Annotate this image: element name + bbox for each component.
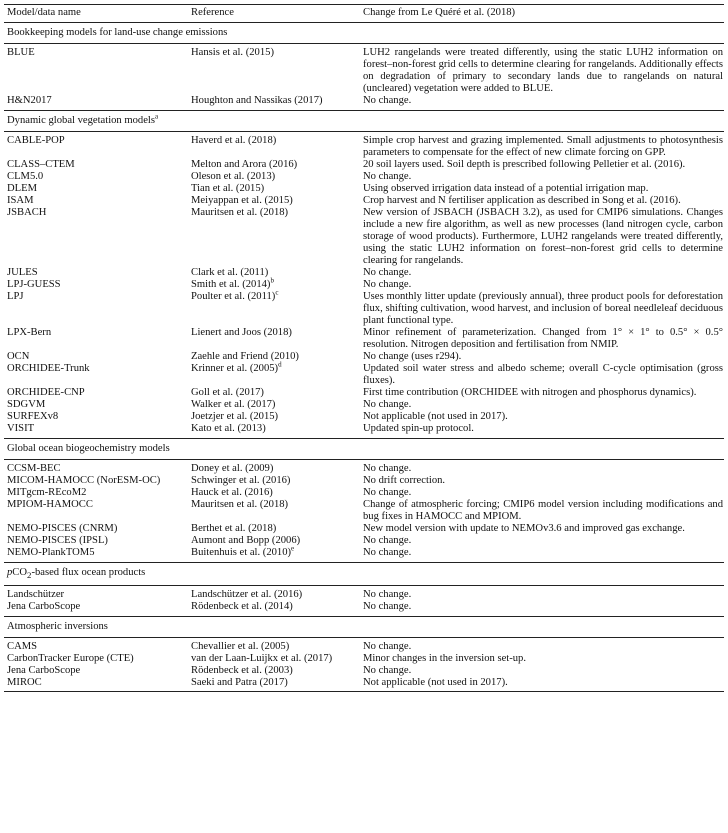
table-row	[4, 547, 724, 563]
section-heading	[4, 617, 724, 638]
change-description-cell: Uses monthly litter update (previously annual), three product pools for deforestation flux, shifting cultivation, wood harvest, and inclusion of boreal needleleaf deciduous plant functional type.	[363, 291, 723, 326]
section-heading	[4, 563, 724, 586]
section-heading	[4, 439, 724, 460]
change-description-cell: No change.	[363, 535, 412, 546]
reference-cell	[188, 132, 360, 160]
section-heading-title-prefix: p	[7, 567, 13, 578]
reference-cell	[188, 183, 360, 195]
document-page	[4, 0, 724, 692]
table-row	[4, 351, 724, 363]
reference-text: Zaehle and Friend (2010)	[191, 351, 299, 362]
table-row	[4, 411, 724, 423]
table-row	[4, 95, 724, 111]
reference-cell	[188, 638, 360, 654]
reference-text: Saeki and Patra (2017)	[191, 677, 288, 689]
table-row	[4, 387, 724, 399]
reference-cell	[188, 44, 360, 96]
change-description-cell: No change.	[363, 171, 412, 182]
section-heading-row	[4, 23, 724, 44]
reference-text: Doney et al. (2009)	[191, 463, 274, 474]
table-row	[4, 487, 724, 499]
reference-cell	[188, 586, 360, 602]
table-row	[4, 423, 724, 439]
reference-cell	[188, 677, 360, 692]
reference-cell	[188, 351, 360, 363]
reference-text: Walker et al. (2017)	[191, 399, 276, 410]
reference-cell	[188, 360, 360, 387]
change-description-cell: Minor changes in the inversion set-up.	[363, 653, 526, 665]
table-section-1	[4, 111, 724, 439]
reference-text: van der Laan-Luijkx et al. (2017)	[191, 653, 333, 665]
reference-text: Joetzjer et al. (2015)	[191, 411, 279, 422]
change-description-cell: 20 soil layers used. Soil depth is prescribed following Pelletier et al. (2016).	[363, 159, 686, 170]
change-description-cell: No change.	[363, 601, 412, 613]
table-row	[4, 195, 724, 207]
model-name-cell: MIROC	[4, 677, 188, 692]
table-section-0	[4, 23, 724, 111]
reference-text: Mauritsen et al. (2018)	[191, 207, 289, 218]
reference-cell	[188, 399, 360, 411]
change-description-cell: Using observed irrigation data instead of a potential irrigation map.	[363, 183, 649, 194]
reference-text: Clark et al. (2011)	[191, 267, 269, 278]
section-heading-title: Global ocean biogeochemistry models	[7, 443, 170, 454]
reference-text: Chevallier et al. (2005)	[191, 641, 290, 653]
table-row	[4, 499, 724, 523]
reference-cell	[188, 207, 360, 267]
model-name-cell: SDGVM	[7, 399, 46, 410]
reference-text: Rödenbeck et al. (2014)	[191, 601, 293, 613]
change-description-cell: Minor refinement of parameterization. Changed from 1° × 1° to 0.5° × 0.5° resolution. Nitrogen deposition and fertilisation from NMIP.	[363, 327, 723, 350]
table-row	[4, 267, 724, 279]
reference-cell	[188, 601, 360, 617]
table-row	[4, 399, 724, 411]
table-row	[4, 279, 724, 291]
reference-text: Mauritsen et al. (2018)	[191, 499, 289, 510]
change-description-cell: No change.	[363, 267, 412, 278]
section-heading-title: Dynamic global vegetation models	[7, 115, 155, 126]
section-heading-row	[4, 563, 724, 586]
reference-cell	[188, 499, 360, 523]
change-description-cell: No change.	[363, 279, 412, 290]
reference-text: Oleson et al. (2013)	[191, 171, 276, 182]
footnote-marker: b	[270, 276, 274, 285]
model-name-cell: JULES	[7, 267, 38, 278]
reference-text: Hansis et al. (2015)	[191, 47, 274, 58]
model-name-cell: NEMO-PISCES (CNRM)	[7, 523, 118, 534]
header-model-name: Model/data name	[4, 5, 188, 23]
table-header-row	[4, 5, 724, 23]
section-heading-row	[4, 439, 724, 460]
reference-cell	[188, 159, 360, 171]
table-row	[4, 535, 724, 547]
model-name-cell: NEMO-PlankTOM5	[7, 547, 95, 558]
reference-cell	[188, 460, 360, 476]
change-description-cell: No change.	[363, 463, 412, 474]
model-name-cell: MPIOM-HAMOCC	[7, 499, 93, 510]
reference-text: Landschützer et al. (2016)	[191, 589, 303, 601]
reference-cell	[188, 653, 360, 665]
model-name-cell: H&N2017	[7, 95, 52, 106]
model-name-cell: CLASS–CTEM	[7, 159, 75, 170]
reference-cell	[188, 267, 360, 279]
change-description-cell: New version of JSBACH (JSBACH 3.2), as used for CMIP6 simulations. Changes include a new fire algorithm, as well as new processes (land nitrogen cycle, carbon storage of wood products). Furthermore, LUH2 rangelands were treated differently, using the static LUH2 information on forest–non-forest grid cells to determine clearing for rangelands.	[363, 207, 723, 266]
table-row	[4, 677, 724, 692]
model-name-cell: CABLE-POP	[7, 135, 65, 146]
reference-cell	[188, 171, 360, 183]
reference-text: Lienert and Joos (2018)	[191, 327, 292, 338]
table-section-2	[4, 439, 724, 563]
change-description-cell: No change (uses r294).	[363, 351, 462, 362]
table-row	[4, 132, 724, 160]
section-heading	[4, 111, 724, 132]
reference-cell	[188, 544, 360, 563]
reference-text: Berthet et al. (2018)	[191, 523, 277, 534]
section-heading-title-sub: 2	[27, 570, 32, 581]
model-name-cell: LPJ-GUESS	[7, 279, 61, 290]
section-heading-title: CO	[12, 567, 28, 578]
change-description-cell: Not applicable (not used in 2017).	[363, 411, 508, 422]
reference-text: Schwinger et al. (2016)	[191, 475, 291, 486]
change-description-cell: New model version with update to NEMOv3.6 and improved gas exchange.	[363, 523, 685, 534]
table-row	[4, 207, 724, 267]
reference-text: Meiyappan et al. (2015)	[191, 195, 293, 206]
reference-text: Haverd et al. (2018)	[191, 135, 277, 146]
section-heading-row	[4, 111, 724, 132]
model-name-cell: JSBACH	[7, 207, 47, 218]
change-description-cell: No change.	[363, 665, 412, 677]
reference-cell	[188, 475, 360, 487]
table-row	[4, 460, 724, 476]
footnote-marker: d	[278, 360, 282, 369]
reference-cell	[188, 411, 360, 423]
section-heading-title: Atmospheric inversions	[7, 621, 108, 633]
model-name-cell: LPJ	[7, 291, 24, 302]
change-description-cell: No change.	[363, 547, 412, 558]
change-description-cell: Change of atmospheric forcing; CMIP6 model version including modifications and bug fixes in HAMOCC and MPIOM.	[363, 499, 723, 522]
header-change: Change from Le Quéré et al. (2018)	[360, 5, 724, 23]
change-description-cell: No change.	[363, 589, 412, 601]
table-row	[4, 601, 724, 617]
reference-text: Aumont and Bopp (2006)	[191, 535, 301, 546]
model-name-cell: OCN	[7, 351, 30, 362]
table-row	[4, 638, 724, 654]
reference-text: Melton and Arora (2016)	[191, 159, 298, 170]
model-name-cell: CCSM-BEC	[7, 463, 61, 474]
reference-cell	[188, 535, 360, 547]
table-row	[4, 475, 724, 487]
model-name-cell: ORCHIDEE-Trunk	[7, 363, 90, 374]
reference-text: Buitenhuis et al. (2010)	[191, 547, 292, 558]
change-description-cell: No drift correction.	[363, 475, 446, 486]
table-row	[4, 171, 724, 183]
change-description-cell: Not applicable (not used in 2017).	[360, 677, 724, 692]
section-heading	[4, 23, 724, 44]
reference-cell	[188, 487, 360, 499]
model-name-cell: ORCHIDEE-CNP	[7, 387, 85, 398]
model-name-cell: VISIT	[7, 423, 35, 434]
model-name-cell: Jena CarboScope	[7, 601, 81, 613]
change-description-cell: No change.	[363, 487, 412, 498]
section-heading-title-suffix: -based flux ocean products	[31, 567, 146, 578]
change-description-cell: No change.	[363, 95, 412, 106]
change-description-cell: Updated soil water stress and albedo scheme; overall C-cycle optimisation (gross fluxes).	[363, 363, 723, 386]
model-name-cell: ISAM	[7, 195, 34, 206]
table-row	[4, 363, 724, 387]
model-name-cell: DLEM	[7, 183, 38, 194]
model-name-cell: CAMS	[7, 641, 38, 653]
reference-text: Houghton and Nassikas (2017)	[191, 95, 323, 106]
reference-cell	[188, 276, 360, 291]
reference-text: Goll et al. (2017)	[191, 387, 264, 398]
reference-cell	[188, 288, 360, 327]
table-section-3	[4, 563, 724, 617]
model-name-cell: SURFEXv8	[7, 411, 59, 422]
section-heading-row	[4, 617, 724, 638]
reference-text: Kato et al. (2013)	[191, 423, 266, 434]
table-section-4	[4, 617, 724, 692]
table-row	[4, 523, 724, 535]
change-description-cell: Crop harvest and N fertiliser application as described in Song et al. (2016).	[363, 195, 681, 206]
table-row	[4, 586, 724, 602]
table-row	[4, 44, 724, 96]
model-name-cell: BLUE	[7, 47, 35, 58]
table-row	[4, 183, 724, 195]
table-row	[4, 653, 724, 665]
header-reference: Reference	[188, 5, 360, 23]
change-description-cell: Updated spin-up protocol.	[363, 423, 474, 434]
change-description-cell: Simple crop harvest and grazing implemented. Small adjustments to photosynthesis parameters to compensate for the effect of new climate forcing on GPP.	[363, 135, 723, 158]
reference-cell	[188, 523, 360, 535]
reference-text: Rödenbeck et al. (2003)	[191, 665, 293, 677]
model-name-cell: CLM5.0	[7, 171, 44, 182]
footnote-marker: c	[275, 288, 279, 297]
model-changes-table	[4, 4, 724, 692]
model-name-cell: MICOM-HAMOCC (NorESM-OC)	[7, 475, 161, 486]
model-name-cell: LPX-Bern	[7, 327, 52, 338]
model-name-cell: Jena CarboScope	[7, 665, 81, 677]
reference-cell	[188, 423, 360, 439]
table-row	[4, 327, 724, 351]
reference-text: Krinner et al. (2005)	[191, 363, 279, 374]
reference-cell	[188, 195, 360, 207]
reference-cell	[188, 665, 360, 677]
model-name-cell: CarbonTracker Europe (CTE)	[7, 653, 134, 665]
reference-text: Smith et al. (2014)	[191, 279, 271, 290]
reference-cell	[188, 95, 360, 111]
model-name-cell: NEMO-PISCES (IPSL)	[7, 535, 108, 546]
table-row	[4, 159, 724, 171]
change-description-cell: First time contribution (ORCHIDEE with nitrogen and phosphorus dynamics).	[363, 387, 697, 398]
footnote-marker: e	[291, 544, 295, 553]
change-description-cell: No change.	[363, 399, 412, 410]
table-row	[4, 291, 724, 327]
table-row	[4, 665, 724, 677]
model-name-cell: Landschützer	[7, 589, 65, 601]
reference-cell	[188, 327, 360, 351]
change-description-cell: No change.	[363, 641, 412, 653]
reference-text: Poulter et al. (2011)	[191, 291, 276, 302]
reference-text: Hauck et al. (2016)	[191, 487, 273, 498]
reference-text: Tian et al. (2015)	[191, 183, 265, 194]
reference-cell	[188, 387, 360, 399]
change-description-cell: LUH2 rangelands were treated differently, using the static LUH2 information on forest–non-forest grid cells to determine clearing for rangelands. Additionally effects on degradation of primary to secondary lands due to rangelands on natural (uncleared) vegetation were added to BLUE.	[363, 47, 723, 94]
section-heading-title-sup: a	[154, 112, 159, 121]
model-name-cell: MITgcm-REcoM2	[7, 487, 87, 498]
section-heading-title: Bookkeeping models for land-use change emissions	[7, 27, 228, 38]
